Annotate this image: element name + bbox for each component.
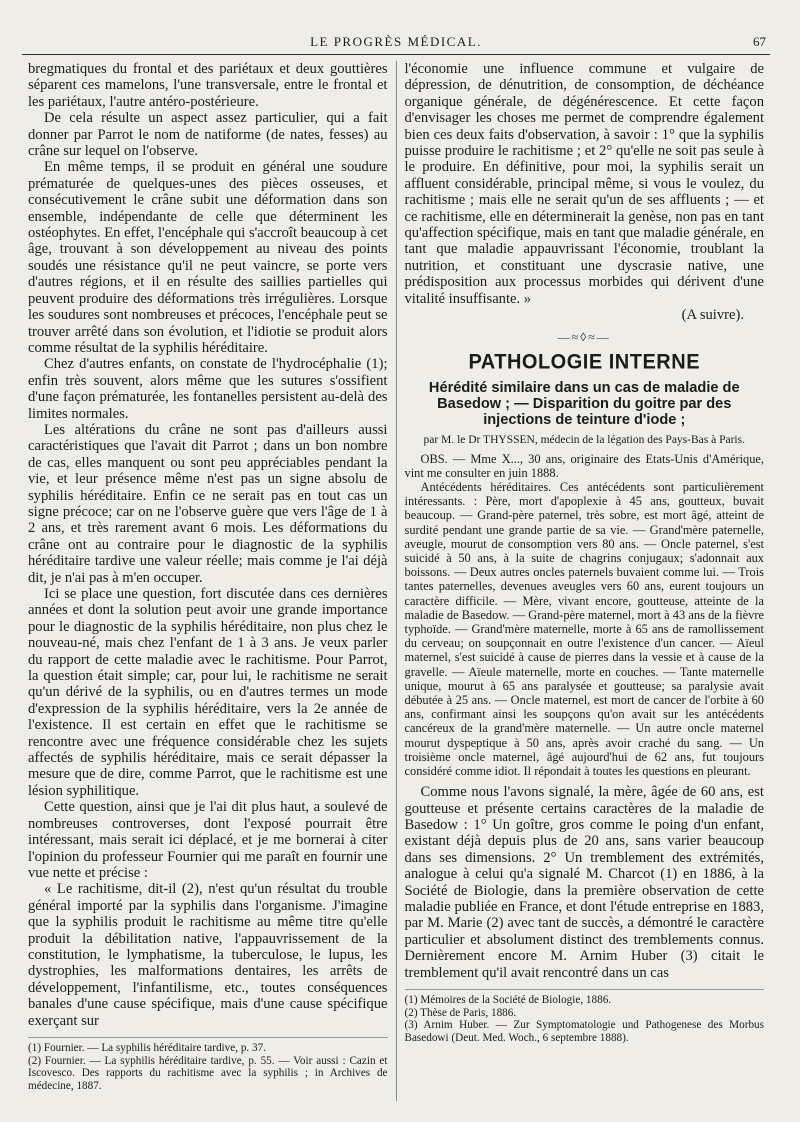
article-title: Hérédité similaire dans un cas de maladie de Basedow ; — Disparition du goitre par des injections de teinture d'iode ;	[428, 379, 740, 428]
paragraph: « Le rachitisme, dit-il (2), n'est qu'un résultat du trouble général importé par la syphilis dans l'organisme. J'imagine que la syphilis produit le rachitisme au même titre qu'elle produit la débilitation native, l'appauvrissement de la constitution, le lymphatisme, la tuberculose, le lupus, les dystrophies, les malformations dentaires, les arrêts de développement, l'infantilisme, etc., toutes conséquences banales d'une cause spécifique, mais d'une cause spécifique exerçant sur	[28, 881, 388, 1029]
author-byline: par M. le Dr THYSSEN, médecin de la légation des Pays-Bas à Paris.	[423, 433, 745, 446]
paragraph: Les altérations du crâne ne sont pas d'ailleurs aussi caractéristiques que l'avait dit Parrot ; dans un bon nombre de cas, elles manquent ou sont peu appréciables pendant la vie, et leur présence même n'est pas un signe absolu de syphilis héréditaire. Enfin ce ne serait pas en tout cas un signe précoce; car on ne l'observe guère que vers l'âge de 1 à 2 ans, et très rarement avant 6 mois. Les déformations du crâne ont au contraire pour le diagnostic de la syphilis héréditaire tardive une valeur réelle; mais comme je l'ai déjà dit, je n'ai pas à m'en occuper.	[28, 421, 388, 586]
paragraph: Chez d'autres enfants, on constate de l'hydrocéphalie (1); enfin très souvent, alors même que les sutures s'ossifient d'une façon prématurée, les fontanelles persistent au-delà des limites normales.	[28, 356, 388, 422]
footnotes	[28, 1037, 388, 1092]
paragraph: En même temps, il se produit en général une soudure prématurée de quelques-unes des pièces osseuses, et consécutivement le crâne subit une déformation dans son ensemble, indépendante de celle que déterminent les ostéophytes. En effet, l'encéphale qui s'accroît beaucoup à cet âge, trouvant à son développement au niveau des points soudés une résistance qu'il ne peut vaincre, se porte vers d'autres régions, et il en résulte des saillies partielles qui peuvent produire des déformations très irrégulières. Lorsque les soudures sont nombreuses et précoces, l'encéphale peut se trouver arrêté dans son évolution, et l'idiotie se produit alors comme résultat de la syphilis héréditaire.	[28, 159, 388, 356]
observation-paragraph: OBS. — Mme X..., 30 ans, originaire des Etats-Unis d'Amérique, vint me consulter en juin 1888.	[404, 451, 764, 480]
ornament-separator: —≈◊≈—	[557, 329, 611, 344]
footnotes	[405, 989, 765, 1044]
paragraph: l'économie une influence commune et vulgaire de dépression, de dénutrition, de consomption, de déchéance organique générale, de dégénérescence. Et cette façon d'envisager les choses me permet de comprendre également bien ces deux faits d'observation, à savoir : 1° que la syphilis puisse produire le rachitisme ; et 2° qu'elle ne soit pas seule à le produire. En définitive, pour moi, la syphilis serait un affluent considérable, principal même, si vous le voulez, du rachitisme ; mais elle ne serait qu'un de ses affluents ; — et ce rachitisme, elle en déterminerait la genèse, non pas en tant qu'affection spécifique, mais en tant que maladie générale, en tant que maladie appauvrissant l'économie, troublant la nutrition, et constituant une dyscrasie native, une prédisposition aux processus morbides qui dérivent d'une vitalité insuffisante. »	[404, 61, 764, 307]
footnote: (1) Mémoires de la Société de Biologie, 1886.	[404, 994, 612, 1007]
two-column-body	[22, 61, 770, 1101]
page-number: 67	[753, 34, 766, 49]
right-column	[397, 61, 771, 1101]
footnote: (2) Thèse de Paris, 1886.	[404, 1006, 517, 1019]
paragraph: bregmatiques du frontal et des pariétaux et deux gouttières séparent ces mamelons, l'une transversale, entre le frontal et les pariétaux, l'autre antéro-postérieure.	[28, 61, 388, 110]
paragraph: Comme nous l'avons signalé, la mère, âgée de 60 ans, est goutteuse et présente certains caractères de la maladie de Basedow : 1° Un goître, gros comme le poing d'un enfant, existant déjà depuis plus de 20 ans, sans varier beaucoup dans ses dimensions. 2° Un tremblement des extrémités, analogue à celui qu'a signalé M. Charcot (1) en 1886, à la Société de Biologie, dans la première observation de cette maladie publiée en France, et dont l'étude entreprise en 1883, par M. Marie (2) avec tant de succès, a démontré le caractère particulier et absolument distinct des tremblements connus. Dernièrement encore M. Arnim Huber (3) citait le tremblement qu'il avait rencontré dans un cas	[404, 784, 764, 981]
footnote: (3) Arnim Huber. — Zur Symptomatologie und Pathogenese des Morbus Basedowi (Deut. Med. Woch., 6 septembre 1888).	[404, 1019, 764, 1044]
left-column	[22, 61, 397, 1101]
paragraph: Ici se place une question, fort discutée dans ces dernières années et dont la solution peut avoir une grande importance pour le diagnostic de la syphilis héréditaire, non plus chez le nouveau-né, mais chez l'enfant de 1 à 3 ans. Je veux parler du rapport de cette maladie avec le rachitisme. Pour Parrot, la question était simple; car, pour lui, le rachitisme ne serait qu'un dérivé de la syphilis, ou en d'autres termes un mode d'expression de la syphilis héréditaire, vers la 2e année de l'existence. Il est certain en effet que le rachitisme se rencontre avec une fréquence considérable chez les sujets affectés de syphilis héréditaire, mais ce serait dépasser la mesure que de dire, comme Parrot, que le rachitisme est une lésion syphilitique.	[28, 586, 388, 799]
paragraph: Cette question, ainsi que je l'ai dit plus haut, a soulevé de nombreuses controverses, dont l'exposé pourrait être intéressant, mais serait ici déplacé, et je me bornerai à citer l'opinion du professeur Fournier qui me paraît en fournir une vue nette et précise :	[28, 799, 388, 881]
journal-title: LE PROGRÈS MÉDICAL.	[310, 34, 482, 49]
footnote: (1) Fournier. — La syphilis héréditaire tardive, p. 37.	[28, 1041, 266, 1054]
to-be-continued: (A suivre).	[681, 307, 744, 324]
footnote: (2) Fournier. — La syphilis héréditaire tardive, p. 55. — Voir aussi : Cazin et Iscovesco. Des rapports du rachitisme avec la syphilis ; in Archives de médecine, 1887.	[28, 1054, 388, 1092]
observation-paragraph: Antécédents héréditaires. Ces antécédents sont particulièrement intéressants. : Père, mort d'apoplexie à 45 ans, goutteux, buvait beaucoup. — Grand-père paternel, très sobre, est mort âgé, atteint de surdité pendant une grande partie de sa vie. — Grand'mère paternelle, aveugle, mourut de consomption vers 80 ans. — Oncle paternel, s'est suicidé à 50 ans, à la suite de chagrins conjugaux; s'adonnait aux boissons. — Deux autres oncles paternels buvaient comme lui. — Trois tantes paternelles, devenues aveugles vers 60 ans, eurent toujours un caractère difficile. — Mère, vivant encore, goutteuse, atteinte de la maladie de Basedow. — Grand-père maternel, mort à 43 ans de la fièvre typhoïde. — Grand'mère maternelle, morte à 65 ans de ramollissement du cerveau; on soupçonnait en outre l'existence d'un cancer. — Aïeul maternel, s'est suicidé à cause de pierres dans la vessie et à cause de la gravelle. — Aïeule maternelle, morte en couches. — Tante maternelle unique, mourut à 65 ans paralysée et goutteuse; sa paralysie avait débutée à 25 ans. — Oncle maternel, est mort de cancer de l'orbite à 60 ans, confirmant ainsi les soupçons qu'on avait sur les antécédents cancéreux de la grand'mère maternelle. — Un autre oncle maternel mourut dyspeptique à 50 ans, après avoir craché du sang. — Un troisième oncle maternel, âgé aujourd'hui de 62 ans, fut toujours considéré comme idiot. Il répondait à toutes les questions en pleurant.	[404, 479, 764, 778]
section-title: PATHOLOGIE INTERNE	[468, 349, 701, 374]
running-header	[22, 32, 770, 55]
paragraph: De cela résulte un aspect assez particulier, qui a fait donner par Parrot le nom de natiforme (de nates, fesses) au crâne sur lequel on l'observe.	[28, 110, 388, 160]
